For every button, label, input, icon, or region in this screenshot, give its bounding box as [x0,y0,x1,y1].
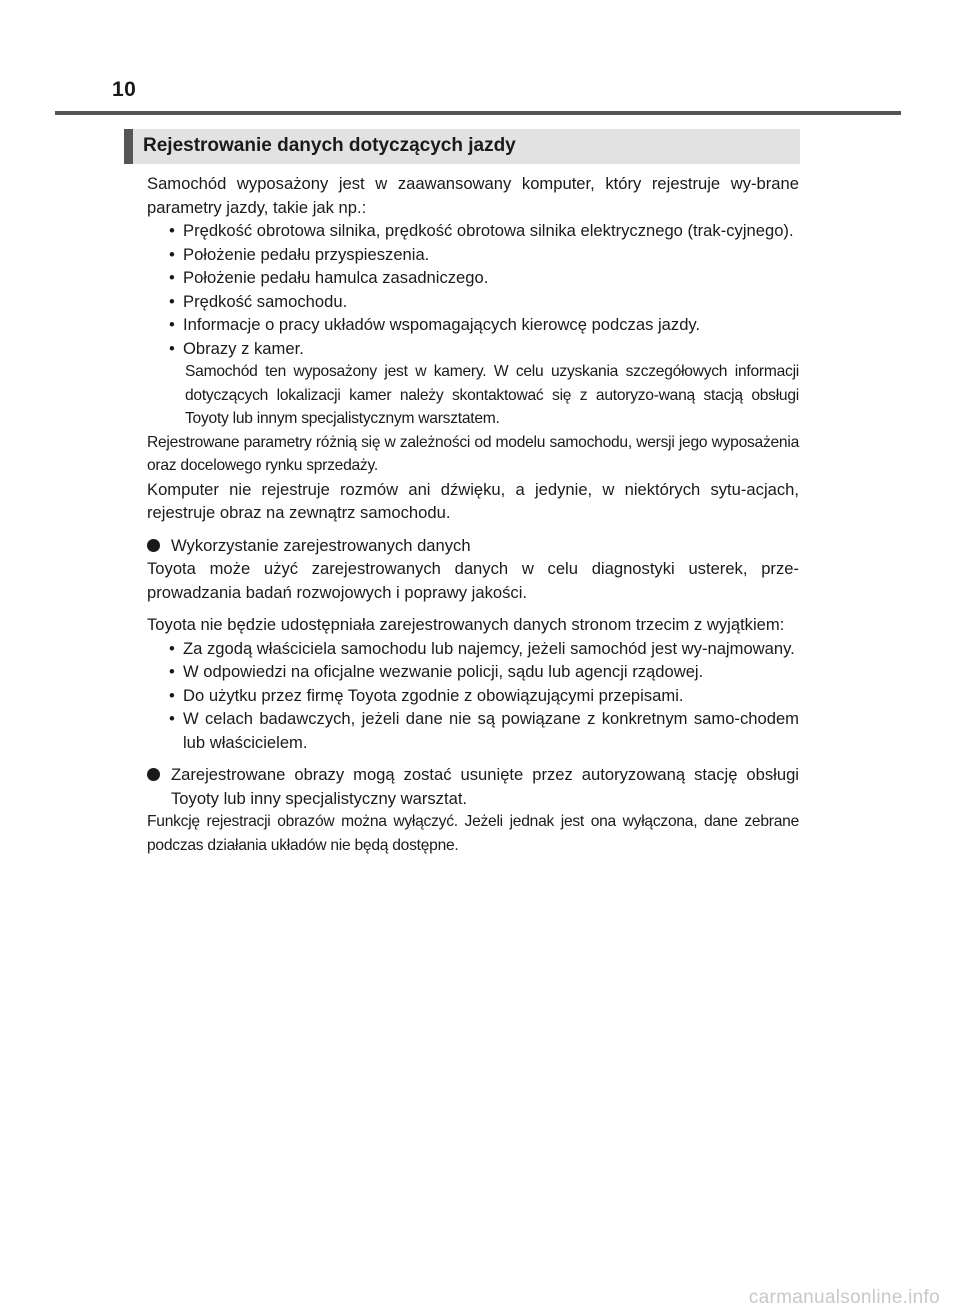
usage-paragraph: Toyota może użyć zarejestrowanych danych w celu diagnostyki usterek, prze-prowadzania badań rozwojowych i poprawy jakości. [147,559,799,602]
filled-circle-icon [147,539,160,552]
watermark: carmanualsonline.info [748,1287,940,1308]
list-item: • Położenie pedału przyspieszenia. [147,243,799,267]
exception-list [147,637,799,755]
list-item: • Prędkość samochodu. [147,290,799,314]
disable-paragraph: Funkcję rejestracji obrazów można wyłączyć. Jeżeli jednak jest ona wyłączona, dane zebrane podczas działania układów nie będą dostępne. [147,813,799,854]
list-item: • Informacje o pracy układów wspomagających kierowcę podczas jazdy. [147,313,799,337]
intro-paragraph: Samochód wyposażony jest w zaawansowany komputer, który rejestruje wy-brane parametry jazdy, takie jak np.: [147,174,799,217]
usage-heading [147,534,799,558]
header-rule [55,111,901,115]
list-item: • Za zgodą właściciela samochodu lub najemcy, jeżeli samochód jest wy-najmowany. [147,637,799,661]
list-item: • Obrazy z kamer. [147,337,799,361]
sharing-paragraph: Toyota nie będzie udostępniała zarejestrowanych danych stronom trzecim z wyjątkiem: [147,615,785,634]
list-item: • Do użytku przez firmę Toyota zgodnie z obowiązującymi przepisami. [147,684,799,708]
section-bar-icon [124,129,133,164]
page-number: 10 [112,78,137,101]
section-title: Rejestrowanie danych dotyczących jazdy [143,135,516,156]
filled-circle-icon [147,768,160,781]
no-audio-paragraph: Komputer nie rejestruje rozmów ani dźwięku, a jedynie, w niektórych sytu-acjach, rejestruje obraz na zewnątrz samochodu. [147,479,799,522]
section-heading [124,129,800,164]
deletion-heading [147,763,799,810]
camera-note: Samochód ten wyposażony jest w kamery. W celu uzyskania szczegółowych informacji dotyczących lokalizacji kamer należy skontaktować się z autoryzo-waną stacją obsługi Toyoty lub innym specjalistycznym warsztatem. [185,363,799,427]
deletion-heading-text: Zarejestrowane obrazy mogą zostać usunięte przez autoryzowaną stację obsługi Toyoty lub inny specjalistyczny warsztat. [171,765,799,808]
document-body [147,172,799,857]
variation-note: Rejestrowane parametry różnią się w zależności od modelu samochodu, wersji jego wyposażenia oraz docelowego rynku sprzedaży. [147,433,799,474]
list-item: • W celach badawczych, jeżeli dane nie są powiązane z konkretnym samo-chodem lub właścicielem. [147,707,799,754]
list-item: • Położenie pedału hamulca zasadniczego. [147,266,799,290]
list-item: • Prędkość obrotowa silnika, prędkość obrotowa silnika elektrycznego (trak-cyjnego). [147,219,799,243]
parameter-list [147,219,799,360]
list-item: • W odpowiedzi na oficjalne wezwanie policji, sądu lub agencji rządowej. [147,660,799,684]
usage-heading-text: Wykorzystanie zarejestrowanych danych [171,535,471,555]
